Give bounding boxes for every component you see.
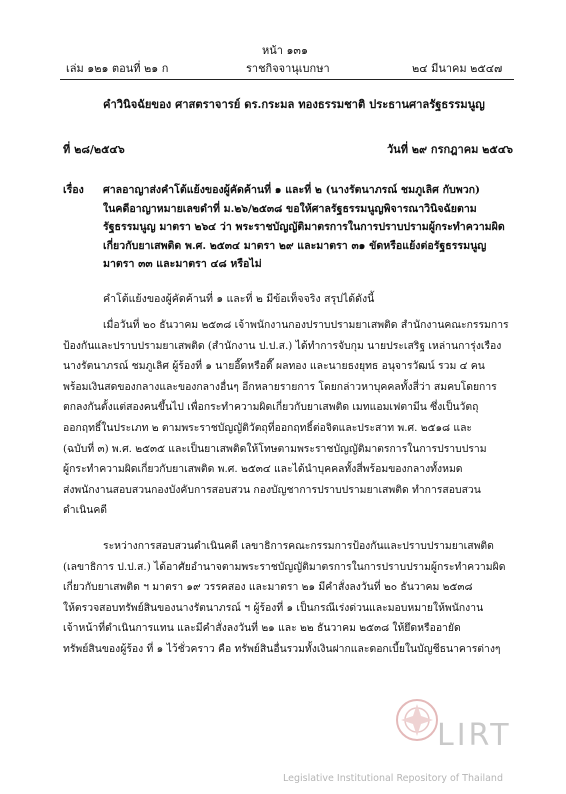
body-line: ส่งพนักงานสอบสวนกองบังคับการสอบสวน กองบัญชาการปราบปรามยาเสพติด ทำการสอบสวน [63,483,481,496]
body-line: ระหว่างการสอบสวนดำเนินคดี เลขาธิการคณะกรรมการป้องกันและปราบปรามยาเสพติด [103,540,494,552]
document-title: คำวินิจฉัยของ ศาสตราจารย์ ดร.กระมล ทองธรรมชาติ ประธานศาลรัฐธรรมนูญ [103,97,485,111]
body-line: เมื่อวันที่ ๒๐ ธันวาคม ๒๕๓๘ เจ้าพนักงานกองปราบปรามยาเสพติด สำนักงานคณะกรรมการ [103,319,509,331]
body-line: ป้องกันและปราบปรามยาเสพติด (สำนักงาน ป.ป.ส.) ได้ทำการจับกุม นายประเสริฐ เหล่านการุ่งเรือง [63,339,502,352]
subject-line: มาตรา ๓๓ และมาตรา ๔๘ หรือไม่ [103,258,262,270]
gazette-name: ราชกิจจานุเบกษา [246,62,330,75]
body-line: นางรัตนาภรณ์ ชมภูเลิศ ผู้ร้องที่ ๑ นายอี๊ดหรือดี๊ ผลทอง และนายธงยุทธ อนุจารวัฒน์ รวม ๔ คน [63,360,485,373]
body-line: ทรัพย์สินของผู้ร้อง ที่ ๑ ไว้ชั่วคราว คือ ทรัพย์สินอื่นรวมทั้งเงินฝากและดอกเบี้ยในบัญชีธนาคารต่างๆ [63,643,501,655]
facts-intro: คำโต้แย้งของผู้คัดค้านที่ ๑ และที่ ๒ มีข้อเท็จจริง สรุปได้ดังนี้ [103,293,375,305]
subject-line: รัฐธรรมนูญ มาตรา ๒๖๔ ว่า พระราชบัญญัติมาตรการในการปราบปรามผู้กระทำความผิด [103,221,505,233]
body-line: ดำเนินคดี [63,504,108,517]
body-line: เกี่ยวกับยาเสพติด ฯ มาตรา ๑๙ วรรคสอง และมาตรา ๒๑ มีคำสั่งลงวันที่ ๒๐ ธันวาคม ๒๕๓๘ [63,581,473,594]
volume-issue: เล่ม ๑๒๑ ตอนที่ ๒๑ ก [66,62,169,75]
subject-label: เรื่อง [63,184,84,196]
body-line: ให้ตรวจสอบทรัพย์สินของนางรัตนาภรณ์ ฯ ผู้ร้องที่ ๑ เป็นกรณีเร่งด่วนและมอบหมายให้พนักงาน [63,601,484,614]
body-line: พร้อมเงินสดของกลางและของกลางอื่นๆ อีกหลายรายการ โดยกล่าวหาบุคคลทั้งสี่ว่า สมคบโดยการ [63,380,497,393]
subject-line: เกี่ยวกับยาเสพติด พ.ศ. ๒๕๓๔ มาตรา ๒๙ และมาตรา ๓๑ ขัดหรือแย้งต่อรัฐธรรมนูญ [103,239,487,252]
header-rule [60,79,514,80]
ruling-date: วันที่ ๒๙ กรกฎาคม ๒๕๔๖ [387,143,514,156]
body-line: ตกลงกันตั้งแต่สองคนขึ้นไป เพื่อกระทำความผิดเกี่ยวกับยาเสพติด เมทแอมเฟตามีน ซึ่งเป็นวัตถุ [63,401,479,414]
body-line: (เลขาธิการ ป.ป.ส.) ได้อาศัยอำนาจตามพระราชบัญญัติมาตรการในการปราบปรามผู้กระทำความผิด [63,560,506,573]
body-line: ออกฤทธิ์ในประเภท ๒ ตามพระราชบัญญัติวัตถุที่ออกฤทธิ์ต่อจิตและประสาท พ.ศ. ๒๕๑๘ และ [63,422,473,434]
page-number: หน้า ๑๓๑ [262,44,308,57]
subject-line: ในคดีอาญาหมายเลขดำที่ ม.๒๖/๒๕๓๘ ขอให้ศาลรัฐธรรมนูญพิจารณาวินิจฉัยตาม [103,202,477,215]
repository-logo: LIRT [437,718,512,753]
ruling-number: ที่ ๒๘/๒๕๔๖ [63,143,125,156]
subject-line: ศาลอาญาส่งคำโต้แย้งของผู้คัดค้านที่ ๑ และที่ ๒ (นางรัตนาภรณ์ ชมภูเลิศ กับพวก) [103,184,481,196]
body-line: (ฉบับที่ ๓) พ.ศ. ๒๕๓๕ และเป็นยาเสพติดให้โทษตามพระราชบัญญัติมาตรการในการปราบปราม [63,442,487,455]
repository-caption: Legislative Institutional Repository of Thailand [283,773,503,784]
body-line: ผู้กระทำความผิดเกี่ยวกับยาเสพติด พ.ศ. ๒๕๓๔ และได้นำบุคคลทั้งสี่พร้อมของกลางทั้งหมด [63,463,463,476]
gazette-date: ๒๔ มีนาคม ๒๕๔๗ [412,62,503,75]
body-line: เจ้าหน้าที่ดำเนินการแทน และมีคำสั่งลงวันที่ ๒๑ และ ๒๒ ธันวาคม ๒๕๓๘ ให้ยึดหรืออายัด [63,622,461,635]
